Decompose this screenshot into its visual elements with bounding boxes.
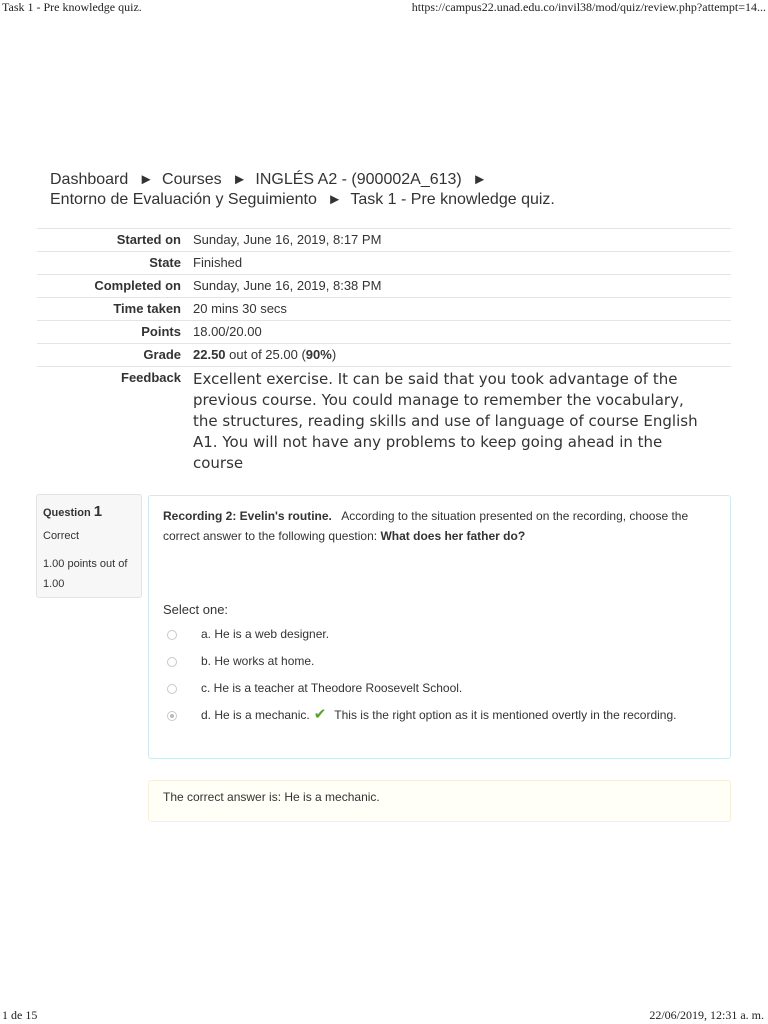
summary-grade-value [193, 344, 731, 367]
summary-label: Started on [116, 232, 181, 247]
summary-value: Sunday, June 16, 2019, 8:38 PM [193, 278, 382, 293]
question-prompt-question: What does her father do? [380, 529, 526, 543]
question-number-value: 1 [93, 503, 103, 520]
breadcrumb [50, 170, 740, 210]
option-specific-feedback: This is the right option as it is mentioned overtly in the recording. [334, 708, 677, 722]
grade-close: ) [331, 347, 337, 362]
answer-options [163, 624, 716, 725]
question-info-panel [36, 494, 142, 598]
grade-out-of: out of 25.00 ( [225, 347, 306, 362]
summary-label: Points [141, 324, 181, 339]
breadcrumb-courses[interactable]: Courses [162, 171, 222, 188]
option-label: b. He works at home. [201, 654, 315, 668]
right-answer-box [148, 780, 731, 822]
radio-button[interactable] [167, 684, 177, 694]
breadcrumb-separator-icon: ► [472, 171, 488, 188]
radio-button-selected[interactable] [167, 711, 177, 721]
overall-feedback: Excellent exercise. It can be said that you took advantage of the previous course. You could manage to remember the vocabulary, the structures, reading skills and use of language of course English A1. You will not have any problems to keep going ahead in the course [193, 370, 698, 472]
question-instructions: According to the situation presented on the recording, choose the correct answer to the following question: [163, 509, 689, 543]
select-one-prompt: Select one: [163, 602, 229, 617]
summary-label: Time taken [113, 301, 181, 316]
breadcrumb-section[interactable]: Entorno de Evaluación y Seguimiento [50, 191, 317, 208]
breadcrumb-quiz[interactable]: Task 1 - Pre knowledge quiz. [350, 191, 555, 208]
breadcrumb-line-1 [50, 170, 740, 190]
summary-row-time-taken [37, 298, 731, 321]
summary-label: Completed on [94, 278, 181, 293]
answer-option-a[interactable] [163, 624, 716, 644]
option-label: a. He is a web designer. [201, 627, 330, 641]
attempt-summary-table [37, 228, 731, 477]
right-answer-text: The correct answer is: He is a mechanic. [163, 790, 380, 804]
print-footer [0, 1008, 768, 1024]
radio-button[interactable] [167, 657, 177, 667]
question-number [43, 503, 135, 520]
option-label: d. He is a mechanic. [201, 708, 310, 722]
question-label: Question [43, 507, 91, 519]
correct-check-icon: ✔ [313, 706, 327, 723]
summary-row-started [37, 229, 731, 252]
question-state: Correct [43, 530, 80, 542]
summary-value: Sunday, June 16, 2019, 8:17 PM [193, 232, 382, 247]
question-title: Recording 2: Evelin's routine. [163, 509, 332, 523]
breadcrumb-dashboard[interactable]: Dashboard [50, 171, 129, 188]
summary-row-feedback [37, 367, 731, 478]
summary-value: 20 mins 30 secs [193, 301, 287, 316]
print-header [0, 0, 768, 16]
summary-row-state [37, 252, 731, 275]
summary-label: State [149, 255, 181, 270]
summary-feedback-cell [193, 367, 731, 478]
option-label: c. He is a teacher at Theodore Roosevelt School. [201, 681, 463, 695]
print-datetime: 22/06/2019, 12:31 a. m. [649, 1008, 764, 1022]
breadcrumb-separator-icon: ► [232, 171, 247, 188]
answer-option-b[interactable] [163, 651, 716, 671]
print-page-title: Task 1 - Pre knowledge quiz. [2, 0, 142, 14]
breadcrumb-separator-icon: ► [138, 171, 154, 188]
breadcrumb-separator-icon: ► [327, 191, 343, 208]
summary-row-grade [37, 344, 731, 367]
summary-value: 18.00/20.00 [193, 324, 262, 339]
summary-row-points [37, 321, 731, 344]
answer-option-c[interactable] [163, 678, 716, 698]
breadcrumb-course[interactable]: INGLÉS A2 - (900002A_613) [255, 171, 462, 188]
question-grade: 1.00 points out of 1.00 [43, 558, 128, 590]
print-page-url: https://campus22.unad.edu.co/invil38/mod/quiz/review.php?attempt=14... [411, 0, 766, 14]
radio-button[interactable] [167, 630, 177, 640]
summary-label: Grade [143, 347, 181, 362]
summary-value: Finished [193, 255, 243, 270]
question-content [148, 495, 731, 759]
question-text [163, 506, 716, 546]
answer-option-d[interactable] [163, 705, 716, 725]
summary-row-completed [37, 275, 731, 298]
grade-percent: 90% [305, 347, 332, 362]
summary-label: Feedback [121, 370, 181, 385]
grade-score: 22.50 [193, 347, 226, 362]
page-count: 1 de 15 [2, 1008, 38, 1022]
breadcrumb-line-2 [50, 190, 740, 210]
